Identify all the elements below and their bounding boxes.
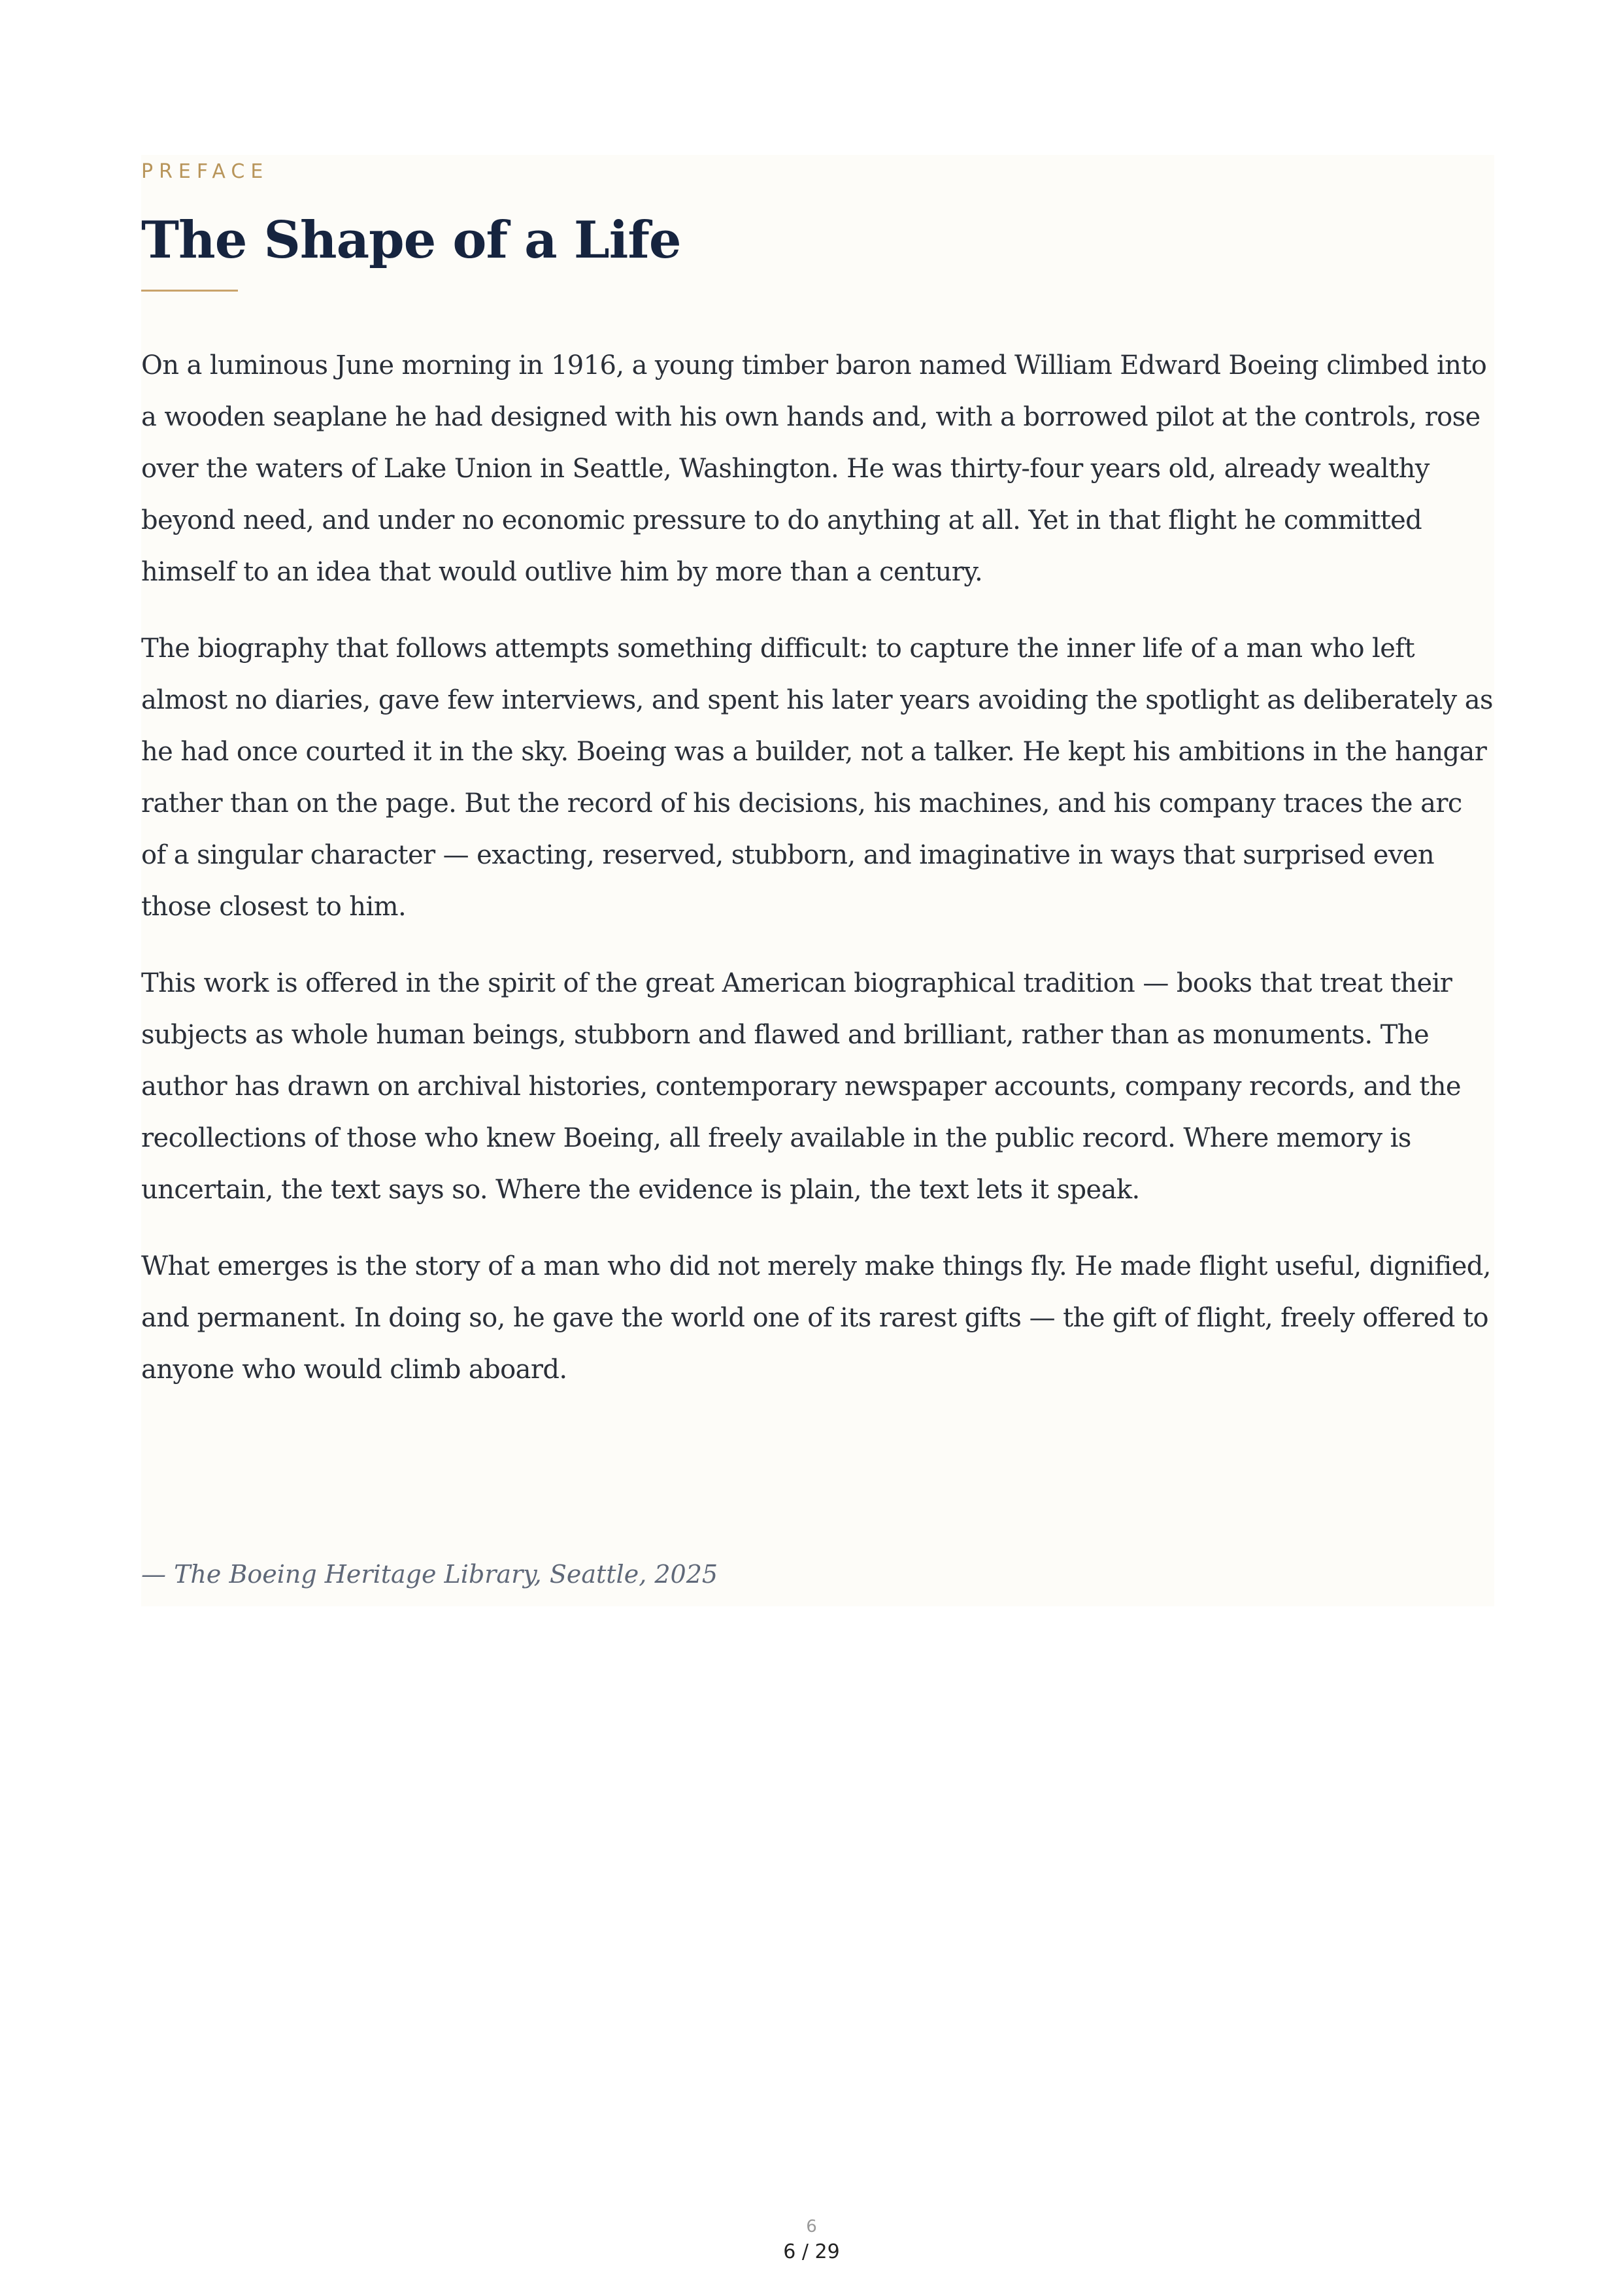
page-number: 6 — [806, 2217, 817, 2237]
paragraph: What emerges is the story of a man who did not merely make things fly. He made flight useful, dignified, and permanent. In doing so, he gave the world one of its rarest gifts — the gift of flight, freely offered to anyone who would climb aboard. — [141, 1251, 1491, 1385]
paragraph: The biography that follows attempts something difficult: to capture the inner life of a man who left almost no diaries, gave few interviews, and spent his later years avoiding the spotlight as deliberately as he had once courted it in the sky. Boeing was a builder, not a talker. He kept his ambitions in the hangar rather than on the page. But the record of his decisions, his machines, and his company traces the arc of a singular character — exacting, reserved, stubborn, and imaginative in ways that surprised even those closest to him. — [141, 633, 1493, 922]
title-underline — [141, 290, 238, 292]
paragraph: On a luminous June morning in 1916, a young timber baron named William Edward Boeing climbed into a wooden seaplane he had designed with his own hands and, with a borrowed pilot at the controls, rose over the waters of Lake Union in Seattle, Washington. He was thirty-four years old, already wealthy beyond need, and under no economic pressure to do anything at all. Yet in that flight he committed himself to an idea that would outlive him by more than a century. — [141, 350, 1487, 587]
preface-body — [141, 340, 1494, 1421]
signature-line: — The Boeing Heritage Library, Seattle, 2025 — [141, 1560, 718, 1589]
page-title: The Shape of a Life — [141, 211, 681, 270]
paragraph: This work is offered in the spirit of the great American biographical tradition — books that treat their subjects as whole human beings, stubborn and flawed and brilliant, rather than as monuments. The author has drawn on archival histories, contemporary newspaper accounts, company records, and the recollections of those who knew Boeing, all freely available in the public record. Where memory is uncertain, the text says so. Where the evidence is plain, the text lets it speak. — [141, 968, 1461, 1205]
page-indicator: 6 / 29 — [783, 2240, 840, 2263]
section-label: PREFACE — [141, 160, 269, 183]
